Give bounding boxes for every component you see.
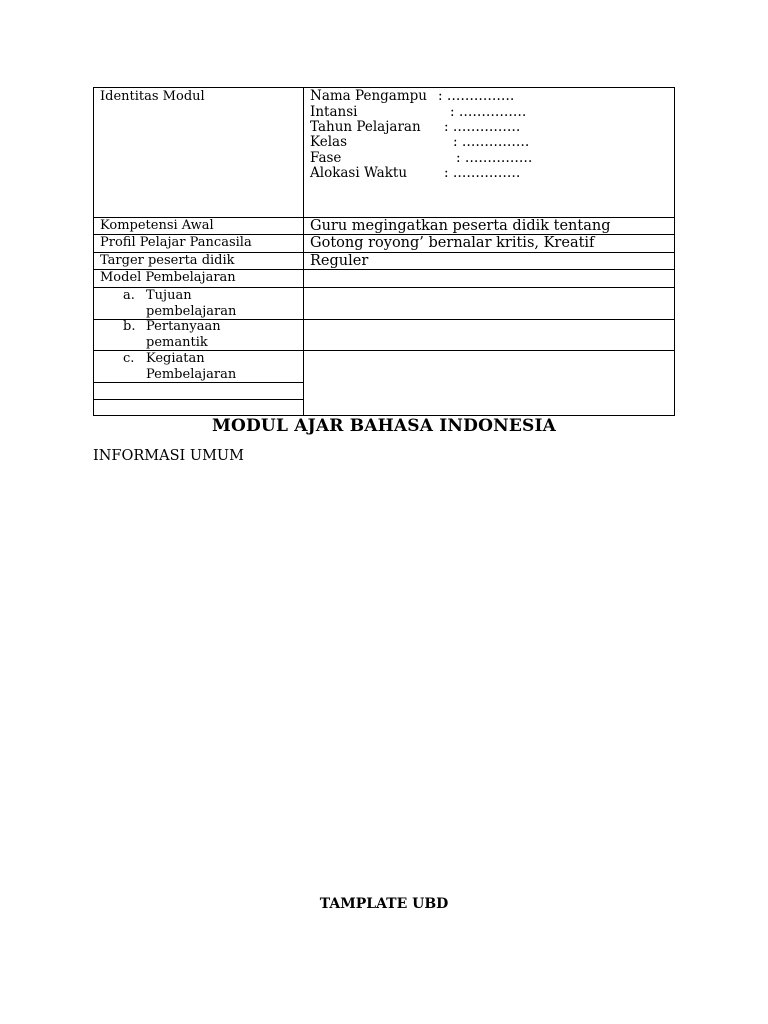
info-field-label: Nama Pengampu (310, 88, 427, 104)
info-field-value: : …………… (438, 88, 515, 104)
info-field-label: Alokasi Waktu (310, 165, 408, 181)
page-title: MODUL AJAR BAHASA INDONESIA (211, 416, 557, 436)
info-field-value: : …………… (444, 165, 521, 181)
row-label: Kompetensi Awal (100, 218, 214, 233)
section-heading: INFORMASI UMUM (93, 448, 245, 464)
row-value: Guru megingatkan peserta didik tentang (310, 218, 611, 234)
row-divider (94, 382, 303, 383)
row-divider (94, 399, 303, 400)
info-field-value: : …………… (450, 104, 527, 120)
info-field (310, 119, 521, 135)
info-field (310, 165, 521, 181)
identity-label: Identitas Modul (100, 89, 205, 104)
info-field (310, 150, 533, 166)
info-field (310, 134, 530, 150)
info-field-value: : …………… (444, 119, 521, 135)
info-field (310, 88, 515, 104)
sub-item-marker: c. (123, 351, 135, 366)
sub-item-line1: Tujuan (146, 288, 192, 303)
info-field-value: : …………… (453, 134, 530, 150)
info-field-label: Kelas (310, 134, 348, 150)
module-identity-table (93, 87, 675, 416)
sub-item-line2: pembelajaran (146, 303, 237, 319)
sub-item-line2: Pembelajaran (146, 366, 237, 382)
info-field-label: Intansi (310, 104, 358, 120)
info-field-label: Tahun Pelajaran (310, 119, 421, 135)
row-label: Model Pembelajaran (100, 270, 236, 285)
row-label: Profil Pelajar Pancasila (100, 235, 252, 250)
footer-title: TAMPLATE UBD (319, 896, 449, 912)
info-field-value: : …………… (456, 150, 533, 166)
sub-item-marker: a. (123, 288, 135, 303)
info-field (310, 104, 527, 120)
row-value: Gotong royong’ bernalar kritis, Kreatif (310, 235, 595, 251)
sub-item-line1: Kegiatan (146, 351, 205, 366)
sub-item-line1: Pertanyaan (146, 319, 221, 334)
sub-item-line2: pemantik (146, 334, 208, 350)
sub-item-marker: b. (123, 319, 136, 334)
row-value: Reguler (310, 253, 369, 269)
info-field-label: Fase (310, 150, 342, 166)
row-label: Targer peserta didik (100, 253, 235, 268)
